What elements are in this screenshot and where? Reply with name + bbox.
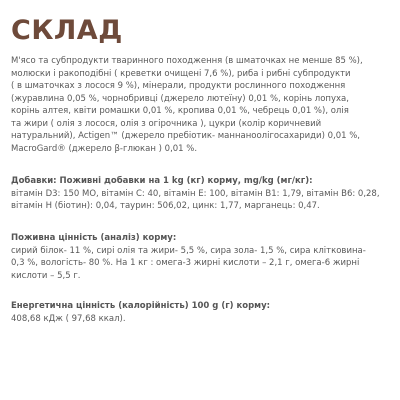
energy-line: 408,68 кДж ( 97,68 ккал). [11, 313, 126, 324]
composition-line: М'ясо та субпродукти тваринного походження (в шматочках не менше 85 %), [11, 56, 363, 66]
composition-line: корінь алтея, квіти ромашки 0,01 %, кропива 0,01 %, чебрець 0,01 %), олія [11, 106, 349, 116]
composition-line: та жири ( олія з лосося, олія з огірочника ), цукри (колір коричневий [11, 118, 322, 129]
additives-line: вітамін D3: 150 МО, вітамін С: 40, вітамін Е: 100, вітамін В1: 1,79, вітамін В6: 0,28, [11, 188, 380, 199]
composition-line: натуральний), Actigen™ (джерело пребіотик- маннаноолігосахариди) 0,01 %, [11, 131, 361, 141]
additives-line: вітамін Н (біотин): 0,04, таурин: 506,02, цинк: 1,77, марганець: 0,47. [11, 201, 320, 211]
nutrition-section [11, 232, 396, 282]
energy-heading: Енергетична цінність (калорійність) 100 g (г) корму: [11, 301, 271, 311]
composition-section [11, 55, 396, 155]
additives-section [11, 175, 396, 213]
composition-line: молюски і ракоподібні ( креветки очищені 7,6 %), риба і рибні субпродукти [11, 68, 351, 79]
nutrition-line: сирий білок- 11 %, сирі олія та жири- 5,5 %, сира зола- 1,5 %, сира клітковина- [11, 245, 366, 256]
nutrition-heading: Поживна цінність (аналіз) корму: [11, 233, 177, 243]
nutrition-line: кислоти – 5,5 г. [11, 270, 81, 281]
composition-line: MacroGard® (джерело β-глюкан ) 0,01 %. [11, 143, 198, 154]
page-title: СКЛАД [11, 15, 123, 46]
additives-heading: Добавки: Поживні добавки на 1 kg (кг) корму, mg/kg (мг/кг): [11, 176, 313, 186]
nutrition-line: 0,3 %, вологість- 80 %. На 1 кг : омега-3 жирні кислоти – 2,1 г, омега-6 жирні [11, 258, 360, 268]
energy-section [11, 300, 396, 325]
composition-line: (журавлина 0,05 %, чорнобривці (джерело лютеїну) 0,01 %, корінь лопуха, [11, 93, 349, 104]
composition-line: ( в шматочках з лосося 9 %), мінерали, продукти рослинного походження [11, 81, 346, 91]
